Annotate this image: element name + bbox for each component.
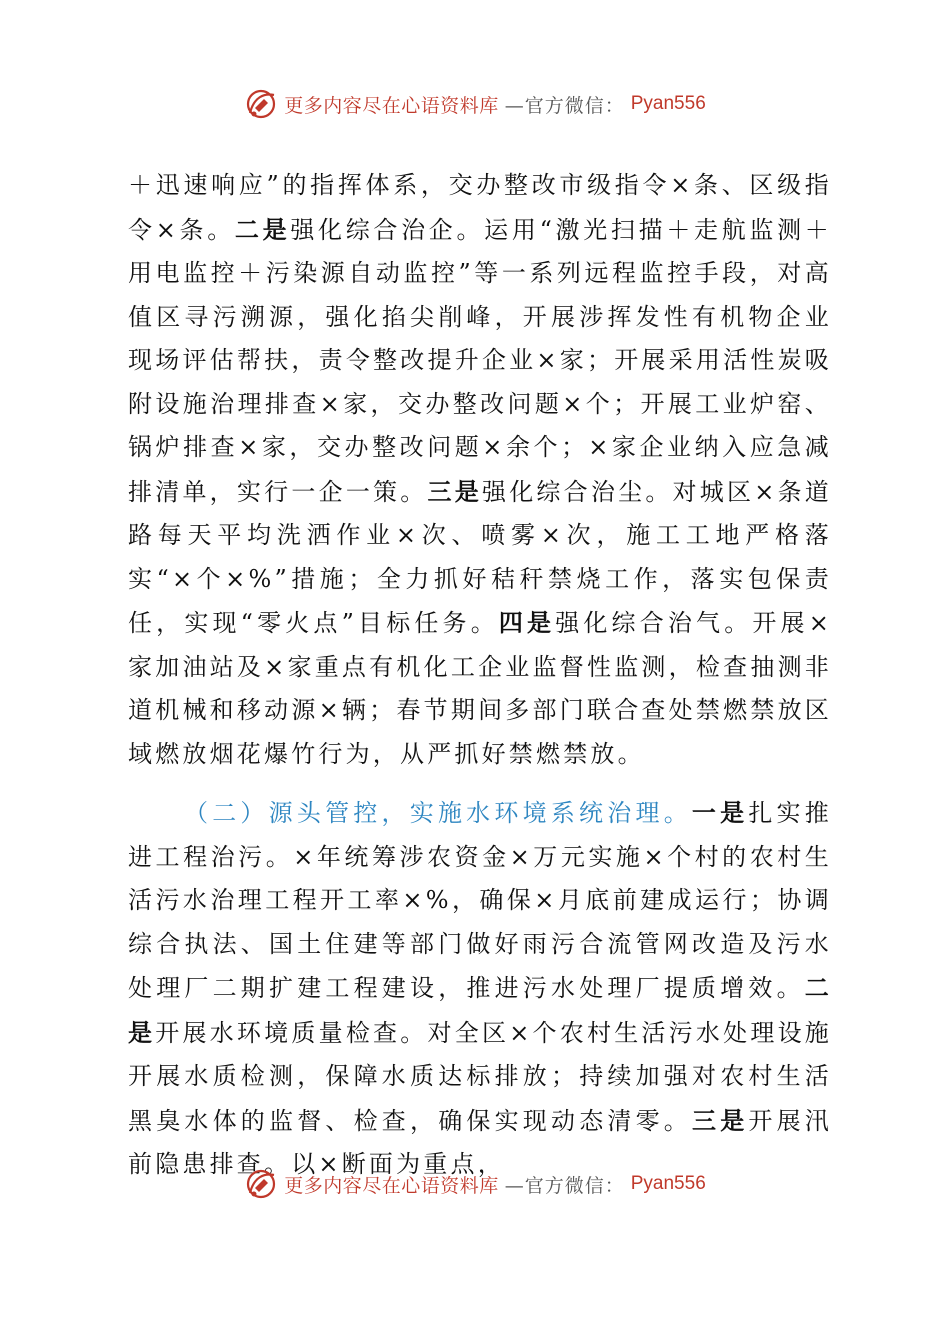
p1-bold-marker-2: 二是: [234, 214, 291, 244]
banner-main-text: 更多内容尽在心语资料库: [284, 1174, 499, 1197]
book-logo-icon: [244, 1167, 278, 1201]
banner-main-text: 更多内容尽在心语资料库: [284, 94, 499, 117]
p2-text-1: 扎实推进工程治污。×年统筹涉农资金×万元实施×个村的农村生活污水治理工程开工率×%，确保×月底前建成运行；协调综合执法、国土住建等部门做好雨污合流管网改造及污水处理厂二期扩建工程建设，推进污水处理厂提质增效。: [128, 799, 832, 1002]
p1-text-2: 强化综合治企。运用“激光扫描＋走航监测＋用电监控＋污染源自动监控”等一系列远程监控手段，对高值区寻污溯源，强化掐尖削峰，开展涉挥发性有机物企业现场评估帮扶，责令整改提升企业×家；开展采用活性炭吸附设施治理排查×家，交办整改问题×个；开展工业炉窑、锅炉排查×家，交办整改问题×余个；×家企业纳入应急减排清单，实行一企一策。: [128, 215, 832, 506]
p1-text-4: 强化综合治气。开展×家加油站及×家重点有机化工企业监督性监测，检查抽测非道机械和移动源×辆；春节期间多部门联合查处禁燃禁放区域燃放烟花爆竹行为，从严抓好禁燃禁放。: [128, 609, 833, 768]
footer-watermark-banner: [0, 1162, 950, 1206]
p1-bold-marker-4: 四是: [498, 608, 556, 637]
p2-bold-marker-1: 一是: [691, 798, 749, 827]
book-logo-icon: [244, 87, 278, 121]
paragraph-water-governance: [128, 791, 832, 1187]
banner-wechat-id: Pyan556: [630, 1173, 706, 1194]
p1-text-3: 强化综合治尘。对城区×条道路每天平均洗洒作业×次、喷雾×次，施工工地严格落实“×个×%”措施；全力抓好秸秆禁烧工作，落实包保责任，实现“零火点”目标任务。: [128, 477, 832, 637]
banner-official-wechat-label: —官方微信：: [504, 1174, 625, 1197]
p2-text-3: 开展汛前隐患排查。以×断面为重点，: [128, 1106, 833, 1178]
banner-wechat-id: Pyan556: [630, 93, 706, 114]
section-heading-water: （二）源头管控，实施水环境系统治理。: [184, 799, 692, 827]
p2-bold-marker-3: 三是: [692, 1105, 749, 1135]
p1-bold-marker-3: 三是: [427, 476, 482, 506]
header-watermark-banner: [0, 82, 950, 126]
p2-text-2: 开展水环境质量检查。对全区×个农村生活污水处理设施开展水质检测，保障水质达标排放；持续加强对农村生活黑臭水体的监督、检查，确保实现动态清零。: [128, 1018, 833, 1135]
p2-bold-marker-2: 二是: [128, 973, 832, 1047]
paragraph-air-governance: [128, 164, 832, 776]
p1-text-1: ＋迅速响应”的指挥体系，交办整改市级指令×条、区级指令×条。: [128, 171, 832, 244]
banner-official-wechat-label: —官方微信：: [504, 94, 625, 117]
